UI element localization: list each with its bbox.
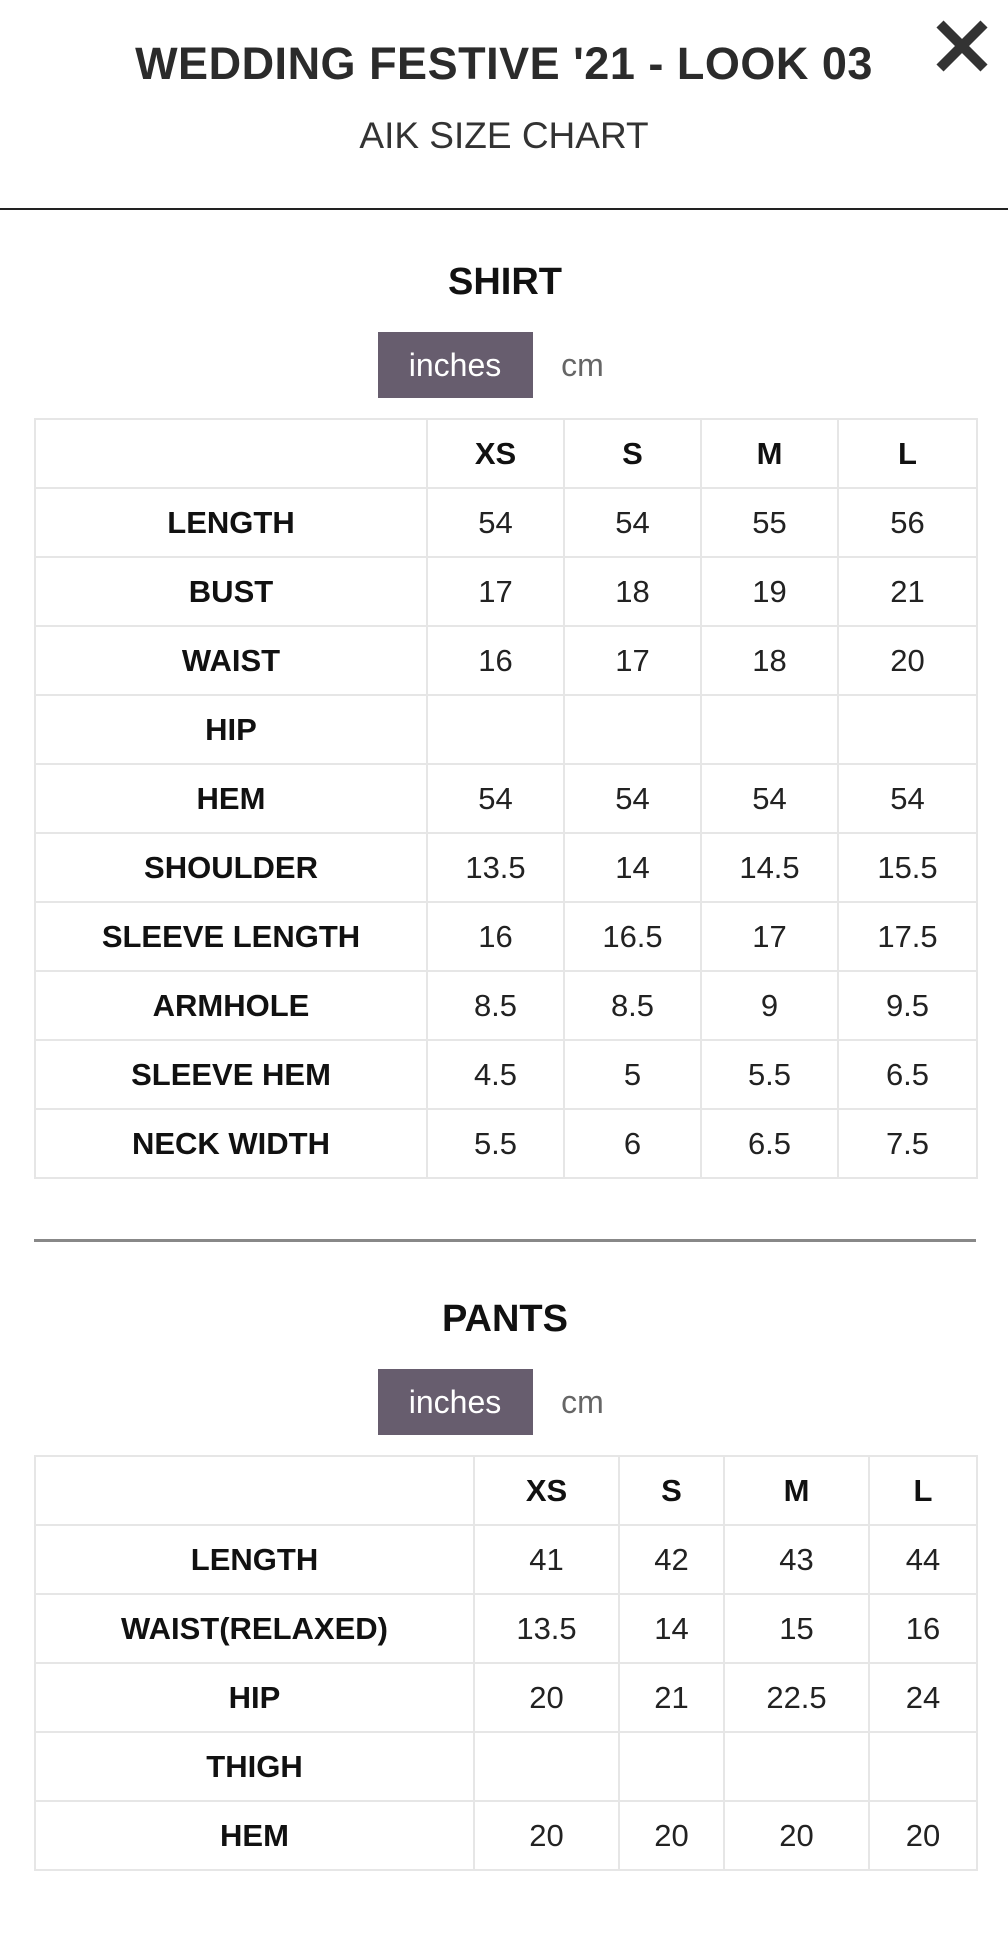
table-cell: 22.5 [724,1663,869,1732]
table-header-blank [35,1456,474,1525]
table-cell: 24 [869,1663,977,1732]
table-row [35,833,977,902]
table-cell: 14 [619,1594,724,1663]
row-label: WAIST(RELAXED) [35,1594,474,1663]
table-cell: 5 [564,1040,701,1109]
table-cell: 54 [427,764,564,833]
table-row [35,695,977,764]
table-header-size: S [619,1456,724,1525]
table-header-size: XS [427,419,564,488]
table-cell [838,695,977,764]
table-cell: 20 [474,1801,619,1870]
table-cell: 43 [724,1525,869,1594]
pants-unit-toggle [34,1369,976,1435]
table-header-size: L [838,419,977,488]
row-label: NECK WIDTH [35,1109,427,1178]
row-label: THIGH [35,1732,474,1801]
table-row [35,488,977,557]
row-label: LENGTH [35,488,427,557]
table-header-size: S [564,419,701,488]
table-cell: 6 [564,1109,701,1178]
row-label: HEM [35,1801,474,1870]
row-label: LENGTH [35,1525,474,1594]
table-cell: 54 [838,764,977,833]
row-label: ARMHOLE [35,971,427,1040]
page-subtitle: AIK SIZE CHART [359,115,649,156]
table-row [35,1109,977,1178]
table-row [35,764,977,833]
table-cell [564,695,701,764]
table-row [35,1525,977,1594]
table-cell: 20 [838,626,977,695]
table-cell: 7.5 [838,1109,977,1178]
table-cell: 13.5 [427,833,564,902]
row-label: SLEEVE LENGTH [35,902,427,971]
table-cell: 54 [427,488,564,557]
pants-size-table [34,1455,978,1871]
pants-cm-button[interactable]: cm [533,1369,633,1435]
table-header-row [35,1456,977,1525]
shirt-size-table [34,418,978,1179]
table-row [35,1040,977,1109]
table-cell: 17.5 [838,902,977,971]
table-cell: 56 [838,488,977,557]
table-cell: 19 [701,557,838,626]
table-cell: 5.5 [427,1109,564,1178]
table-cell: 20 [619,1801,724,1870]
table-row [35,1663,977,1732]
table-header-size: XS [474,1456,619,1525]
table-cell: 54 [564,764,701,833]
table-row [35,971,977,1040]
row-label: SHOULDER [35,833,427,902]
table-cell: 16.5 [564,902,701,971]
table-cell: 17 [701,902,838,971]
shirt-unit-toggle [34,332,976,398]
shirt-title: SHIRT [448,261,562,303]
table-row [35,557,977,626]
table-cell: 6.5 [838,1040,977,1109]
shirt-section [34,252,976,1179]
table-header-size: L [869,1456,977,1525]
page-title: WEDDING FESTIVE '21 - LOOK 03 [135,38,873,89]
table-cell: 14.5 [701,833,838,902]
pants-section [34,1289,976,1871]
section-divider [34,1239,976,1242]
table-cell: 54 [701,764,838,833]
table-cell: 9 [701,971,838,1040]
row-label: HEM [35,764,427,833]
row-label: HIP [35,1663,474,1732]
close-button[interactable] [930,14,994,78]
table-cell: 42 [619,1525,724,1594]
shirt-inches-button[interactable]: inches [378,332,533,398]
pants-inches-button[interactable]: inches [378,1369,533,1435]
table-cell: 20 [724,1801,869,1870]
table-cell: 8.5 [564,971,701,1040]
table-cell [474,1732,619,1801]
table-cell [619,1732,724,1801]
table-row [35,902,977,971]
table-cell: 13.5 [474,1594,619,1663]
table-cell: 4.5 [427,1040,564,1109]
table-header-size: M [724,1456,869,1525]
table-header-blank [35,419,427,488]
table-header-size: M [701,419,838,488]
table-header-row [35,419,977,488]
row-label: SLEEVE HEM [35,1040,427,1109]
table-cell: 18 [701,626,838,695]
pants-title: PANTS [442,1298,568,1340]
table-cell [724,1732,869,1801]
chart-header [0,0,1008,210]
table-row [35,626,977,695]
row-label: WAIST [35,626,427,695]
table-cell: 55 [701,488,838,557]
row-label: HIP [35,695,427,764]
table-cell: 16 [427,902,564,971]
table-row [35,1594,977,1663]
table-cell: 9.5 [838,971,977,1040]
row-label: BUST [35,557,427,626]
table-cell [427,695,564,764]
table-cell: 18 [564,557,701,626]
table-cell [869,1732,977,1801]
table-cell: 16 [869,1594,977,1663]
table-cell: 54 [564,488,701,557]
table-cell: 16 [427,626,564,695]
table-cell: 21 [619,1663,724,1732]
table-cell: 6.5 [701,1109,838,1178]
table-cell: 20 [474,1663,619,1732]
close-icon [930,14,994,78]
table-cell: 17 [564,626,701,695]
table-cell: 44 [869,1525,977,1594]
table-row [35,1732,977,1801]
table-cell [701,695,838,764]
table-cell: 17 [427,557,564,626]
table-cell: 21 [838,557,977,626]
table-cell: 8.5 [427,971,564,1040]
table-cell: 20 [869,1801,977,1870]
table-cell: 5.5 [701,1040,838,1109]
table-cell: 14 [564,833,701,902]
table-cell: 15.5 [838,833,977,902]
table-row [35,1801,977,1870]
table-cell: 41 [474,1525,619,1594]
shirt-cm-button[interactable]: cm [533,332,633,398]
table-cell: 15 [724,1594,869,1663]
